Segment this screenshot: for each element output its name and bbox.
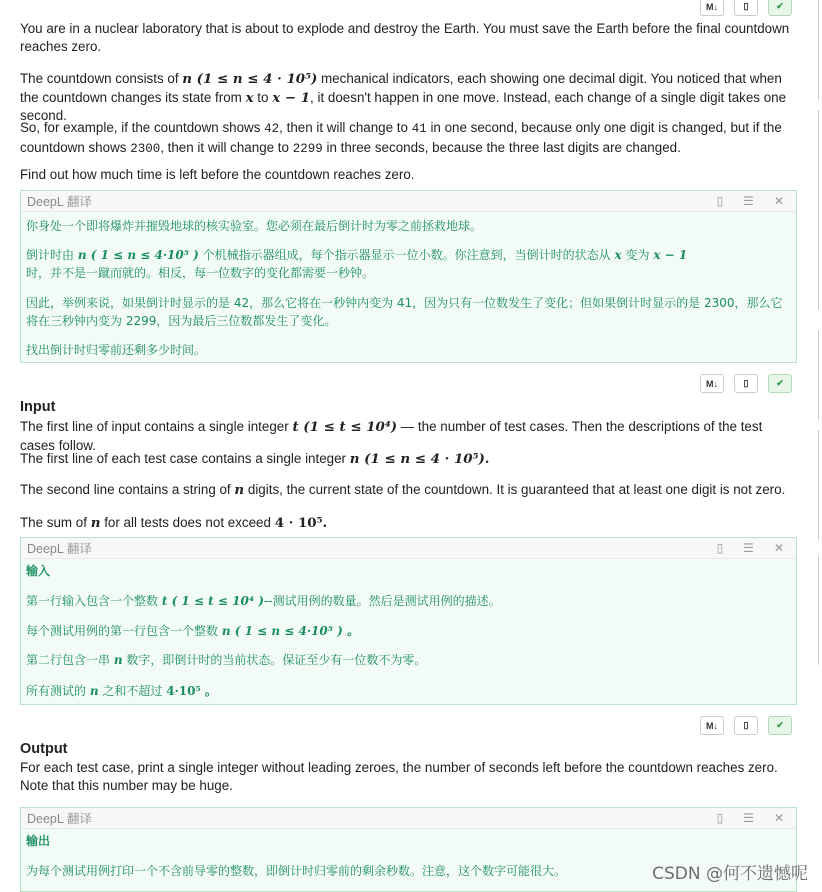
- translation-line: 所有测试的 n 之和不超过 4·10⁵ 。: [26, 684, 217, 698]
- translation-title-output: 输出: [26, 834, 51, 848]
- copy-icon[interactable]: ▯: [716, 194, 724, 208]
- markdown-button[interactable]: M↓: [700, 0, 724, 16]
- side-scroll-edge: [818, 330, 822, 420]
- copy-button[interactable]: [734, 374, 758, 393]
- input-p1: The first line of input contains a single integer t (1 ≤ t ≤ 10⁴) — the number of test cases. Then the descriptions of the test cases follow.: [20, 419, 763, 453]
- translation-line: 找出倒计时归零前还剩多少时间。: [26, 343, 207, 357]
- check-icon: ✔: [776, 720, 784, 730]
- clipboard-icon: ▯: [743, 378, 749, 388]
- check-button[interactable]: [768, 716, 792, 735]
- menu-icon[interactable]: ☰: [743, 811, 754, 825]
- clipboard-icon: ▯: [743, 1, 749, 11]
- menu-icon[interactable]: ☰: [743, 541, 754, 555]
- statement-p1: You are in a nuclear laboratory that is about to explode and destroy the Earth. You must save the Earth before the final countdown reaches zero.: [20, 21, 790, 54]
- translation-title: DeepL 翻译: [27, 542, 92, 556]
- check-icon: ✔: [776, 1, 784, 11]
- translation-line: 倒计时由 n ( 1 ≤ n ≤ 4·10⁵ ) 个机械指示器组成，每个指示器显示一位小数。你注意到，当倒计时的状态从 x 变为 x − 1 时，并不是一蹴而就的。相反，每一位数字的变化都需要一秒钟。: [26, 248, 688, 280]
- translation-title-input: 输入: [26, 564, 51, 578]
- translation-line: 第二行包含一串 n 数字，即倒计时的当前状态。保证至少有一位数不为零。: [26, 653, 427, 667]
- statement-p3: So, for example, if the countdown shows 42, then it will change to 41 in one second, because only one digit is changed, but if the countdown shows 2300, then it will change to 2299 in three seconds, because the three last digits are changed.: [20, 120, 782, 156]
- output-heading: Output: [20, 741, 68, 757]
- translation-title: DeepL 翻译: [27, 812, 92, 826]
- copy-button[interactable]: [734, 0, 758, 16]
- toolbar-output: [700, 716, 792, 735]
- translation-line: 因此，举例来说，如果倒计时显示的是 42，那么它将在一秒钟内变为 41，因为只有一位数发生了变化；但如果倒计时显示的是 2300，那么它将在三秒钟内变为 2299，因为最后三位数都发生了变化。: [26, 296, 783, 328]
- toolbar-input: [700, 374, 792, 393]
- input-heading: Input: [20, 399, 56, 415]
- close-icon[interactable]: ✕: [773, 541, 784, 555]
- copy-button[interactable]: [734, 716, 758, 735]
- toolbar-top: [700, 0, 792, 16]
- translation-panel: [20, 190, 797, 363]
- translation-line: 第一行输入包含一个整数 t ( 1 ≤ t ≤ 10⁴ )--测试用例的数量。然后是测试用例的描述。: [26, 594, 501, 608]
- check-button[interactable]: [768, 374, 792, 393]
- statement-p4: Find out how much time is left before the countdown reaches zero.: [20, 167, 415, 182]
- translation-line: 每个测试用例的第一行包含一个整数 n ( 1 ≤ n ≤ 4·10⁵ ) 。: [26, 624, 360, 638]
- output-p1: For each test case, print a single integer without leading zeroes, the number of seconds left before the countdown reaches zero. Note that this number may be huge.: [20, 760, 778, 793]
- input-p2: The first line of each test case contains a single integer n (1 ≤ n ≤ 4 · 10⁵).: [20, 451, 490, 467]
- translation-title: DeepL 翻译: [27, 195, 92, 209]
- side-scroll-edge: [818, 110, 822, 310]
- clipboard-icon: ▯: [743, 720, 749, 730]
- markdown-button[interactable]: M↓: [700, 716, 724, 735]
- translation-line: 为每个测试用例打印一个不含前导零的整数，即倒计时归零前的剩余秒数。注意，这个数字可能很大。: [26, 864, 567, 878]
- input-p3: The second line contains a string of n digits, the current state of the countdown. It is guaranteed that at least one digit is not zero.: [20, 482, 786, 498]
- check-icon: ✔: [776, 378, 784, 388]
- side-scroll-edge: [818, 430, 822, 540]
- translation-header: [21, 191, 796, 212]
- menu-icon[interactable]: ☰: [743, 194, 754, 208]
- side-scroll-edge: [818, 555, 822, 665]
- watermark: CSDN @何不遗憾呢: [652, 864, 808, 884]
- translation-header: [21, 538, 796, 559]
- translation-line: 你身处一个即将爆炸并摧毁地球的核实验室。您必须在最后倒计时为零之前拯救地球。: [26, 219, 483, 233]
- statement-p2: The countdown consists of n (1 ≤ n ≤ 4 · 10⁵) mechanical indicators, each showing one decimal digit. You noticed that when the countdown changes its state from x to x − 1, it doesn't happen in one move. Instead, each change of a single digit takes one second.: [20, 71, 787, 123]
- translation-header: [21, 808, 796, 829]
- close-icon[interactable]: ✕: [773, 811, 784, 825]
- side-scroll-edge: [818, 0, 822, 100]
- translation-panel: [20, 537, 797, 705]
- input-p4: The sum of n for all tests does not exceed 4 · 10⁵.: [20, 515, 328, 531]
- close-icon[interactable]: ✕: [773, 194, 784, 208]
- copy-icon[interactable]: ▯: [716, 811, 724, 825]
- markdown-button[interactable]: M↓: [700, 374, 724, 393]
- copy-icon[interactable]: ▯: [716, 541, 724, 555]
- check-button[interactable]: [768, 0, 792, 16]
